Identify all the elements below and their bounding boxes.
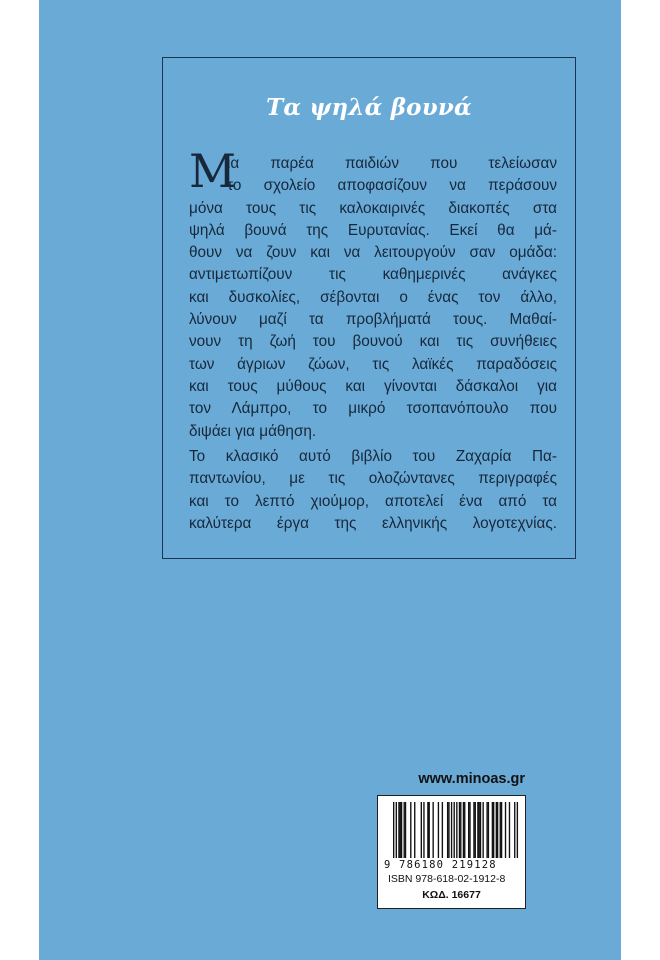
- barcode-bar: [456, 802, 457, 858]
- barcode-bar: [432, 802, 433, 858]
- synopsis-line: μόνα τους τις καλοκαιρινές διακοπές στα: [189, 199, 557, 217]
- barcode-bar: [480, 802, 481, 858]
- synopsis-line: διψάει για μάθηση.: [189, 422, 317, 440]
- barcode-bar: [459, 802, 460, 858]
- synopsis-frame: [162, 57, 576, 559]
- barcode-bar: [473, 802, 474, 858]
- isbn-number: ISBN 978-618-02-1912-8: [388, 873, 506, 885]
- synopsis-line: και τους μύθους και γίνονται δάσκαλοι για: [189, 377, 557, 395]
- isbn-barcode: [377, 795, 526, 909]
- synopsis-line: ια παρέα παιδιών που τελείωσαν: [227, 155, 557, 172]
- barcode-digits: 9 786180 219128: [384, 859, 497, 871]
- barcode-bar: [405, 802, 406, 858]
- back-cover: [39, 0, 621, 960]
- barcode-bar: [493, 802, 494, 858]
- barcode-bar: [509, 802, 510, 858]
- barcode-bar: [401, 802, 402, 858]
- barcode-bar: [482, 802, 483, 858]
- author-paragraph: [189, 446, 557, 535]
- barcode-bar: [497, 802, 498, 858]
- barcode-bar: [396, 802, 397, 858]
- barcode-bar: [398, 802, 399, 858]
- barcode-bar: [460, 802, 461, 858]
- barcode-bar: [451, 802, 452, 858]
- barcode-bar: [410, 802, 411, 858]
- barcode-bar: [438, 802, 439, 858]
- barcode-bar: [475, 802, 476, 858]
- synopsis-line: και δυσκολίες, σέβονται ο ένας τον άλλο,: [189, 288, 557, 306]
- author-line: Το κλασικό αυτό βιβλίο του Ζαχαρία Πα-: [189, 448, 557, 465]
- barcode-bar: [496, 802, 497, 858]
- synopsis-line: ψηλά βουνά της Ευρυτανίας. Εκεί θα μά-: [189, 221, 557, 239]
- barcode-bar: [400, 802, 401, 858]
- synopsis-line: νουν τη ζωή του βουνού και τις συνήθειες: [189, 333, 557, 351]
- book-title: Τα ψηλά βουνά: [266, 94, 472, 121]
- author-line: και το λεπτό χιούμορ, αποτελεί ένα από τα: [189, 492, 557, 510]
- barcode-bar: [469, 802, 470, 858]
- barcode-bar: [505, 802, 506, 858]
- synopsis-line: θουν να ζουν και να λειτουργούν σαν ομάδα:: [189, 244, 557, 262]
- barcode-bar: [463, 802, 464, 858]
- barcode-bar: [477, 802, 478, 858]
- synopsis-line: λύνουν μαζί τα προβλήματά τους. Μαθαί-: [189, 311, 557, 329]
- barcode-bar: [479, 802, 480, 858]
- publisher-website: www.minoas.gr: [418, 771, 525, 787]
- barcode-bar: [454, 802, 455, 858]
- barcode-bar: [427, 802, 428, 858]
- synopsis-paragraph: [189, 153, 557, 443]
- drop-cap-letter: Μ: [189, 144, 237, 198]
- barcode-bar: [501, 802, 502, 858]
- product-code: ΚΩΔ. 16677: [422, 889, 481, 901]
- barcode-bar: [421, 802, 422, 858]
- barcode-bar: [447, 802, 448, 858]
- barcode-bar: [404, 802, 405, 858]
- barcode-bar: [393, 802, 394, 858]
- barcode-bar: [414, 802, 415, 858]
- synopsis-line: αντιμετωπίζουν τις καθημερινές ανάγκες: [189, 266, 557, 284]
- barcode-bar: [500, 802, 501, 858]
- barcode-bar: [464, 802, 465, 858]
- synopsis-line: τον Λάμπρο, το μικρό τσοπανόπουλο που: [189, 400, 557, 418]
- synopsis-line: των άγριων ζώων, τις λαϊκές παραδόσεις: [189, 355, 557, 373]
- barcode-bar: [468, 802, 469, 858]
- synopsis-line: το σχολείο αποφασίζουν να περάσουν: [227, 177, 557, 195]
- barcode-bar: [486, 802, 487, 858]
- barcode-bars: [384, 802, 520, 858]
- barcode-bar: [488, 802, 489, 858]
- barcode-bar: [442, 802, 443, 858]
- author-line: παντωνίου, με τις ολοζώντανες περιγραφές: [189, 470, 557, 488]
- author-line: καλύτερα έργα της ελληνικής λογοτεχνίας.: [189, 514, 557, 532]
- barcode-bar: [517, 802, 518, 858]
- barcode-bar: [448, 802, 449, 858]
- barcode-bar: [423, 802, 424, 858]
- barcode-bar: [492, 802, 493, 858]
- barcode-bar: [514, 802, 515, 858]
- barcode-bar: [429, 802, 430, 858]
